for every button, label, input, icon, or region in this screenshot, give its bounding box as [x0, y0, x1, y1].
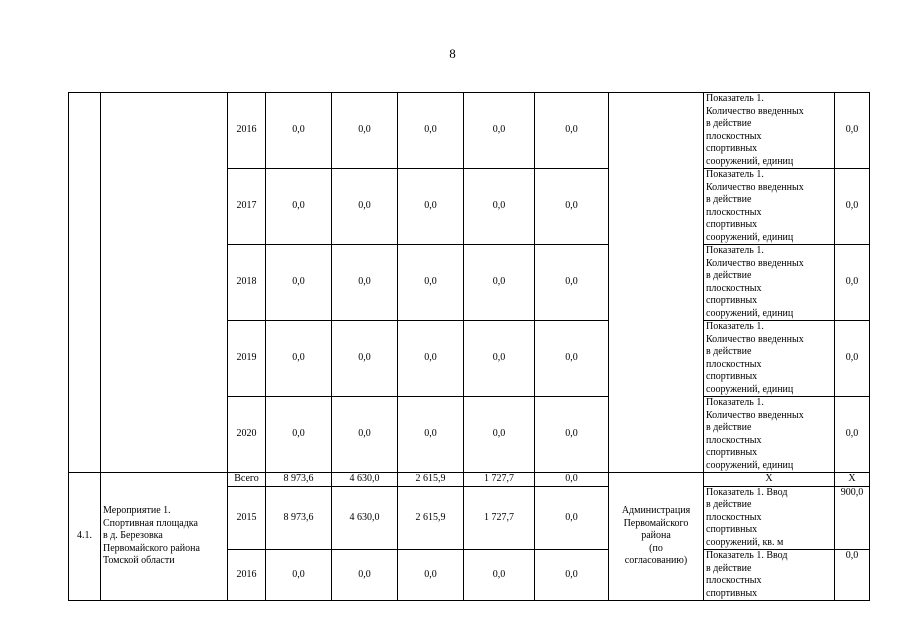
value-cell: 0,0: [464, 245, 535, 321]
indicator-cell: Х: [704, 473, 835, 487]
page-number: 8: [449, 46, 456, 61]
event-name: Мероприятие 1. Спортивная площадка в д. Березовка Первомайского района Томской области: [101, 473, 228, 601]
value-cell: 0,0: [332, 397, 398, 473]
value-cell: 0,0: [266, 550, 332, 601]
value-cell: 0,0: [535, 486, 609, 550]
indicator-cell: Показатель 1. Количество введенных в действие плоскостных спортивных сооружений, единиц: [704, 93, 835, 169]
indicator-cell: Показатель 1. Количество введенных в действие плоскостных спортивных сооружений, единиц: [704, 169, 835, 245]
value-cell: 2 615,9: [398, 473, 464, 487]
executor: Администрация Первомайского района (по согласованию): [609, 473, 704, 601]
target-value-cell: 0,0: [835, 550, 870, 601]
value-cell: 0,0: [266, 93, 332, 169]
value-cell: 0,0: [535, 397, 609, 473]
value-cell: 0,0: [464, 321, 535, 397]
value-cell: 0,0: [535, 321, 609, 397]
event-number: 4.1.: [69, 473, 101, 601]
target-value-cell: 0,0: [835, 169, 870, 245]
value-cell: 0,0: [464, 93, 535, 169]
event-name-cell: [101, 93, 228, 473]
value-cell: 0,0: [332, 321, 398, 397]
indicator-cell: Показатель 1. Количество введенных в действие плоскостных спортивных сооружений, единиц: [704, 321, 835, 397]
target-value-cell: 0,0: [835, 93, 870, 169]
value-cell: 0,0: [398, 321, 464, 397]
target-value-cell: 0,0: [835, 321, 870, 397]
indicator-cell: Показатель 1. Количество введенных в действие плоскостных спортивных сооружений, единиц: [704, 245, 835, 321]
indicator-cell: Показатель 1. Ввод в действие плоскостных спортивных сооружений, кв. м: [704, 486, 835, 550]
value-cell: 0,0: [535, 473, 609, 487]
value-cell: 0,0: [398, 93, 464, 169]
value-cell: 0,0: [535, 169, 609, 245]
value-cell: 0,0: [332, 169, 398, 245]
value-cell: 0,0: [398, 397, 464, 473]
number-cell: [69, 93, 101, 473]
indicator-cell: Показатель 1. Ввод в действие плоскостных спортивных: [704, 550, 835, 601]
value-cell: 0,0: [464, 550, 535, 601]
value-cell: 1 727,7: [464, 486, 535, 550]
year-cell: 2018: [228, 245, 266, 321]
value-cell: 0,0: [266, 245, 332, 321]
value-cell: 0,0: [332, 93, 398, 169]
value-cell: 0,0: [464, 397, 535, 473]
table-row: [69, 93, 870, 169]
value-cell: 0,0: [266, 397, 332, 473]
year-cell: 2016: [228, 550, 266, 601]
executor-cell: [609, 93, 704, 473]
value-cell: 0,0: [266, 169, 332, 245]
value-cell: 0,0: [535, 550, 609, 601]
value-cell: 0,0: [398, 169, 464, 245]
value-cell: 2 615,9: [398, 486, 464, 550]
indicator-cell: Показатель 1. Количество введенных в действие плоскостных спортивных сооружений, единиц: [704, 397, 835, 473]
target-value-cell: Х: [835, 473, 870, 487]
target-value-cell: 0,0: [835, 245, 870, 321]
year-cell: 2016: [228, 93, 266, 169]
value-cell: 0,0: [398, 245, 464, 321]
value-cell: 0,0: [398, 550, 464, 601]
year-cell: 2017: [228, 169, 266, 245]
value-cell: 8 973,6: [266, 473, 332, 487]
value-cell: 4 630,0: [332, 486, 398, 550]
value-cell: 0,0: [332, 245, 398, 321]
value-cell: 0,0: [332, 550, 398, 601]
target-value-cell: 0,0: [835, 397, 870, 473]
program-events-table: [68, 92, 870, 601]
year-cell: 2015: [228, 486, 266, 550]
value-cell: 0,0: [464, 169, 535, 245]
value-cell: 0,0: [266, 321, 332, 397]
value-cell: 8 973,6: [266, 486, 332, 550]
value-cell: 0,0: [535, 93, 609, 169]
year-cell: Всего: [228, 473, 266, 487]
value-cell: 0,0: [535, 245, 609, 321]
year-cell: 2020: [228, 397, 266, 473]
table-row: [69, 473, 870, 487]
value-cell: 1 727,7: [464, 473, 535, 487]
target-value-cell: 900,0: [835, 486, 870, 550]
year-cell: 2019: [228, 321, 266, 397]
value-cell: 4 630,0: [332, 473, 398, 487]
